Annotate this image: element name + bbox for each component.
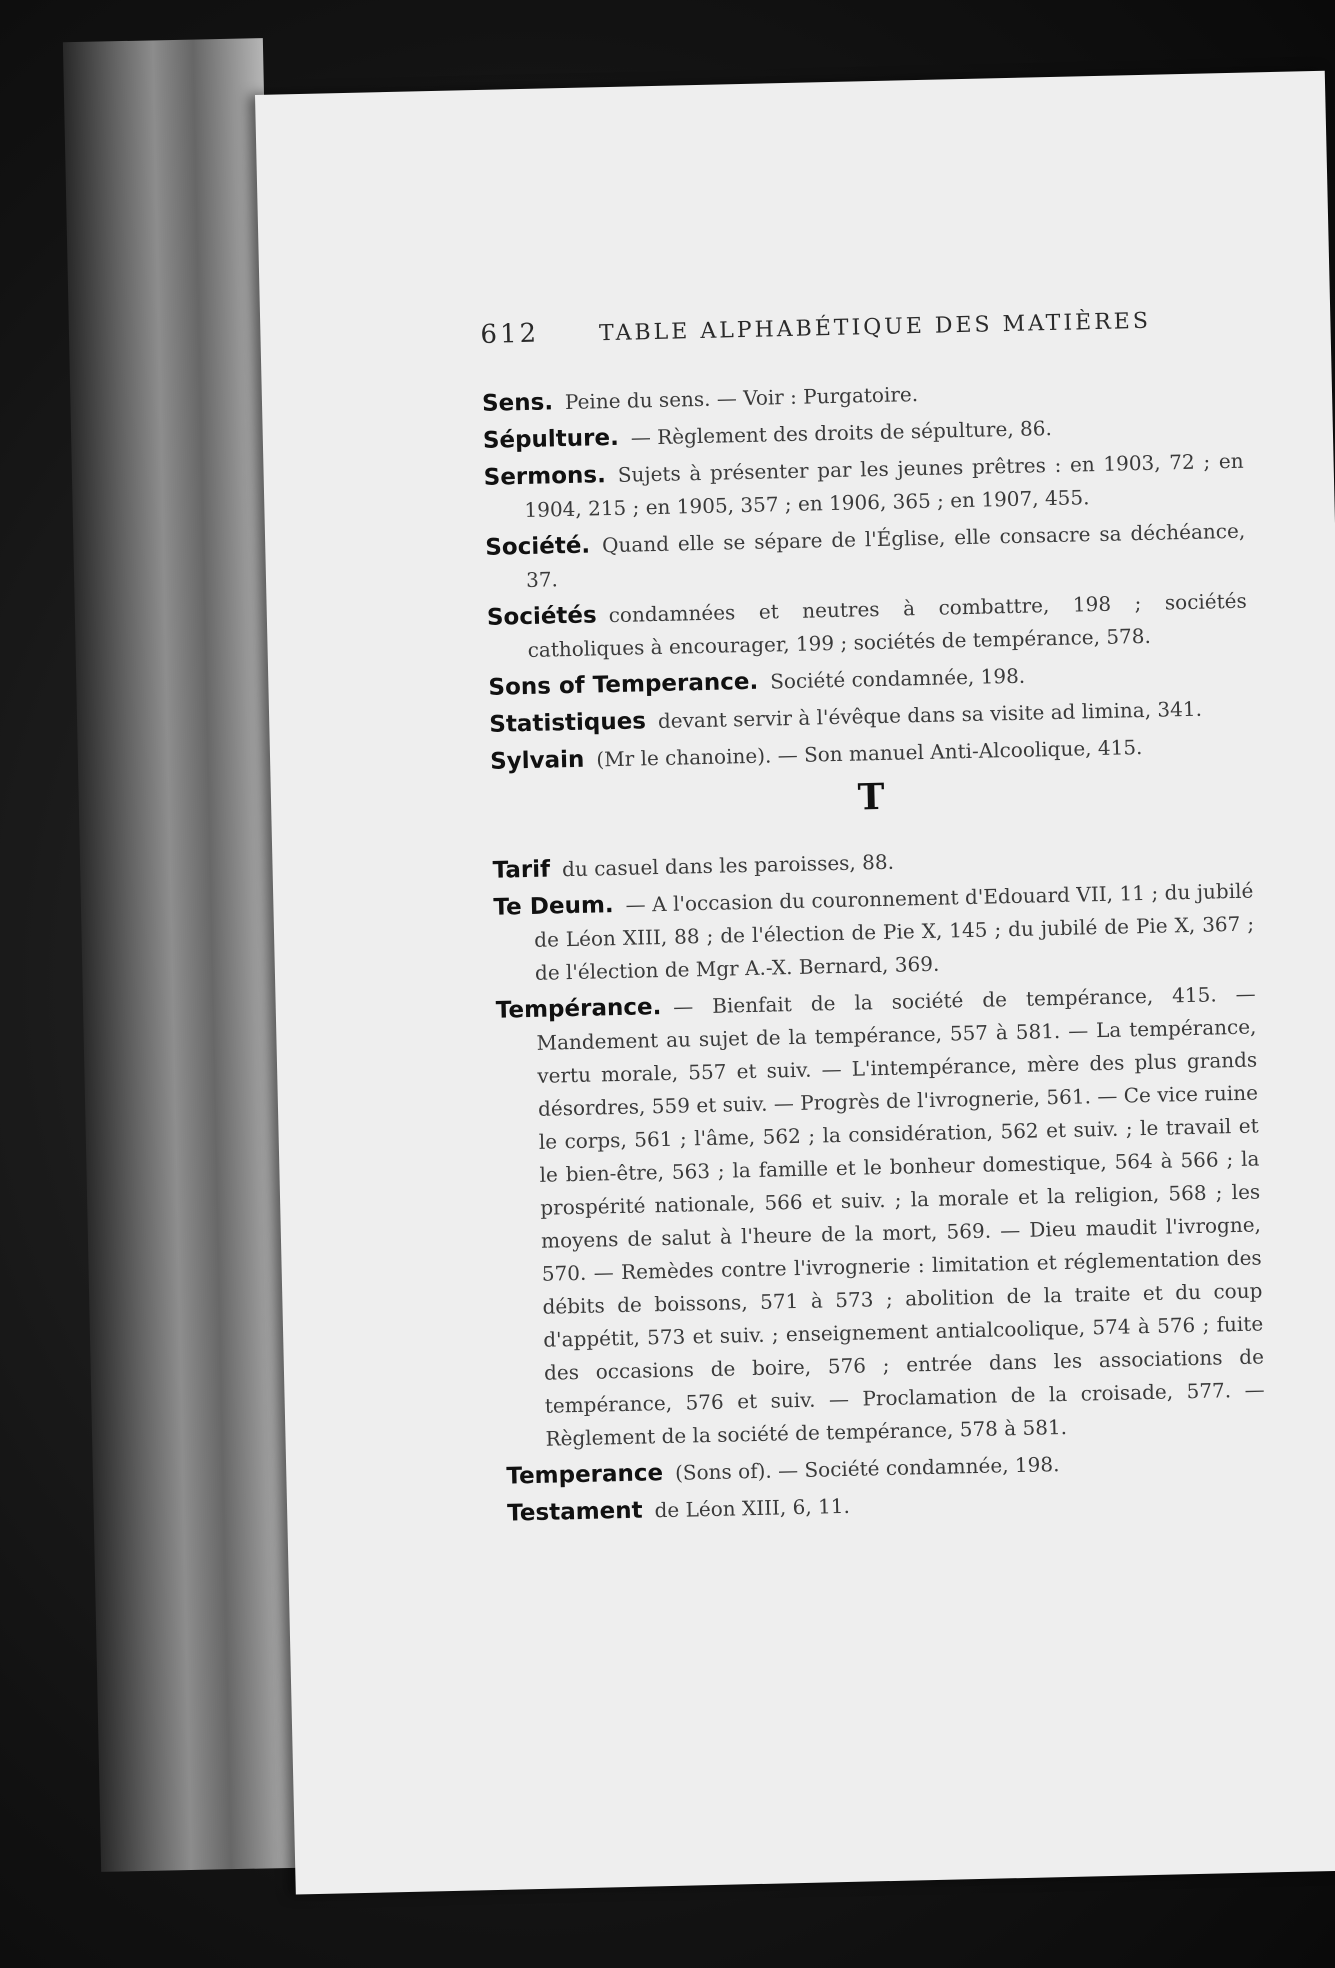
index-entry bbox=[485, 515, 1246, 598]
entries-s bbox=[482, 371, 1251, 779]
page-header bbox=[480, 303, 1240, 350]
section-letter: T bbox=[857, 775, 885, 819]
book-page bbox=[255, 71, 1335, 1895]
entry-text: Société condamnée, 198. bbox=[769, 663, 1026, 694]
running-title: TABLE ALPHABÉTIQUE DES MATIÈRES bbox=[598, 308, 1152, 347]
entry-text: (Mr le chanoine). — Son manuel Anti-Alcoolique, 415. bbox=[596, 735, 1143, 772]
entry-keyword: Statistiques bbox=[489, 708, 647, 738]
entry-keyword: Sépulture. bbox=[482, 424, 620, 454]
entry-text: — Bienfait de la société de tempérance, 415. — Mandement au sujet de la tempérance, 557 à 581. — La tempérance, vertu morale, 557 et suiv. — L'intempérance, mère des plus grands désordres, 559 et suiv. — Progrès de l'ivrognerie, 561. — Ce vice ruine le corps, 561 ; l'âme, 562 ; la considération, 562 et suiv. ; le travail et le bien-être, 563 ; la famille et le bonheur domestique, 564 à 566 ; la prospérité nationale, 566 et suiv. ; la morale et la religion, 568 ; les moyens de salut à l'heure de la mort, 569. — Dieu maudit l'ivrogne, 570. — Remèdes contre l'ivrognerie : limitation et réglementation des débits de boissons, 571 à 573 ; abolition de la traite et du coup d'appétit, 573 et suiv. ; enseignement antialcoolique, 574 à 576 ; fuite des occasions de boire, 576 ; entrée dans les associations de tempérance, 576 et suiv. — Proclamation de la croisade, 577. — Règlement de la société de tempérance, 578 à 581. bbox=[536, 981, 1265, 1451]
entry-keyword: Testament bbox=[506, 1497, 643, 1527]
entry-text: Peine du sens. — Voir : Purgatoire. bbox=[564, 382, 919, 415]
entry-text: devant servir à l'évêque dans sa visite ad limina, 341. bbox=[657, 696, 1203, 734]
entry-text: Quand elle se sépare de l'Église, elle consacre sa déchéance, 37. bbox=[525, 518, 1246, 592]
entry-text: Sujets à présenter par les jeunes prêtres : en 1903, 72 ; en 1904, 215 ; en 1905, 357 ; en 1906, 365 ; en 1907, 455. bbox=[524, 448, 1244, 522]
entry-text: — A l'occasion du couronnement d'Edouard VII, 11 ; du jubilé de Léon XIII, 88 ; de l'élection de Pie X, 145 ; du jubilé de Pie X, 367 ; de l'élection de Mgr A.-X. Bernard, 369. bbox=[533, 878, 1255, 985]
entries-t bbox=[492, 838, 1267, 1531]
entry-text: condamnées et neutres à combattre, 198 ; sociétés catholiques à encourager, 199 ; sociétés de tempérance, 578. bbox=[527, 588, 1247, 662]
entry-keyword: Sens. bbox=[481, 389, 554, 417]
entry-keyword: Société. bbox=[485, 532, 591, 561]
entry-text: — Règlement des droits de sépulture, 86. bbox=[630, 416, 1053, 450]
entry-keyword: Tarif bbox=[492, 856, 551, 884]
entry-keyword: Sons of Temperance. bbox=[488, 668, 759, 701]
entry-keyword: Temperance bbox=[506, 1460, 664, 1490]
entry-keyword: Sociétés bbox=[486, 602, 597, 631]
page-number: 612 bbox=[480, 318, 540, 350]
index-entry bbox=[487, 585, 1248, 668]
entry-text: du casuel dans les paroisses, 88. bbox=[561, 849, 895, 882]
entry-keyword: Tempérance. bbox=[495, 994, 662, 1024]
index-entry bbox=[493, 875, 1255, 991]
index-content bbox=[480, 303, 1267, 1535]
entry-text: de Léon XIII, 6, 11. bbox=[654, 1493, 851, 1523]
entry-keyword: Sermons. bbox=[483, 462, 607, 491]
entry-keyword: Te Deum. bbox=[493, 892, 614, 921]
entry-keyword: Sylvain bbox=[489, 746, 585, 775]
index-entry bbox=[483, 445, 1244, 528]
entry-text: (Sons of). — Société condamnée, 198. bbox=[674, 1452, 1060, 1485]
index-entry bbox=[495, 978, 1265, 1457]
